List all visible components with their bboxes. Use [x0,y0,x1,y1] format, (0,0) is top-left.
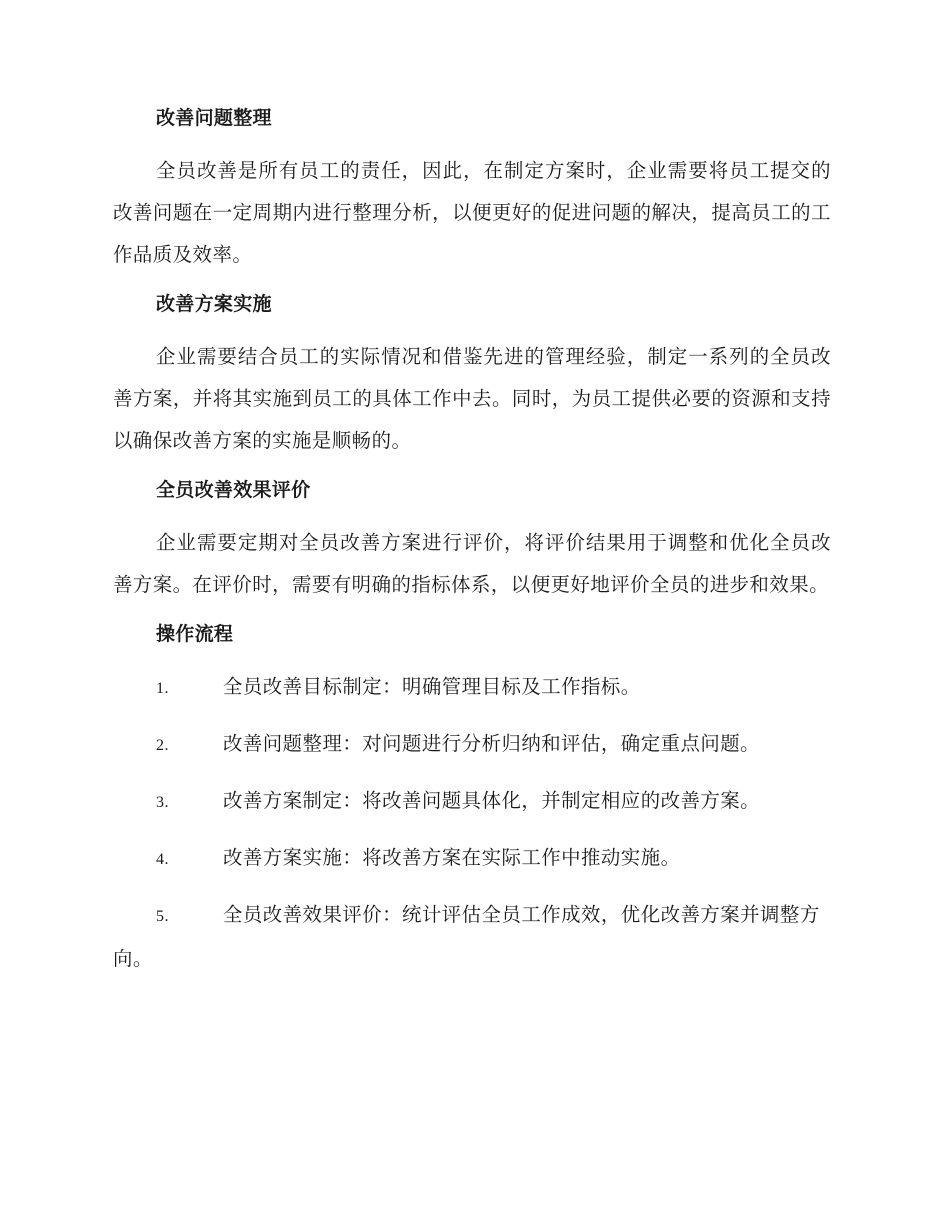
list-item-number: 5. [156,908,169,925]
section-operation-process [113,620,831,980]
list-item-number: 4. [156,851,169,868]
list-item [113,837,831,881]
list-item-text: 全员改善效果评价：统计评估全员工作成效，优化改善方案并调整方向。 [113,903,820,970]
list-item-text: 全员改善目标制定：明确管理目标及工作指标。 [223,675,641,698]
list-item-number: 1. [156,680,169,697]
list-item-text: 改善方案制定：将改善问题具体化，并制定相应的改善方案。 [223,789,761,812]
section-plan-implementation [113,290,831,462]
list-item [113,894,831,980]
section-effect-evaluation [113,476,831,606]
section-heading: 改善方案实施 [156,293,272,315]
list-item [113,666,831,710]
section-paragraph: 企业需要定期对全员改善方案进行评价，将评价结果用于调整和优化全员改善方案。在评价时，需要有明确的指标体系，以便更好地评价全员的进步和效果。 [113,531,831,596]
section-paragraph: 企业需要结合员工的实际情况和借鉴先进的管理经验，制定一系列的全员改善方案，并将其实施到员工的具体工作中去。同时，为员工提供必要的资源和支持以确保改善方案的实施是顺畅的。 [113,345,831,452]
document-page [113,104,831,994]
list-item-number: 3. [156,794,169,811]
section-heading: 改善问题整理 [156,107,272,129]
list-item [113,723,831,767]
list-item-text: 改善问题整理：对问题进行分析归纳和评估，确定重点问题。 [223,732,761,755]
list-item-text: 改善方案实施：将改善方案在实际工作中推动实施。 [223,846,681,869]
section-paragraph: 全员改善是所有员工的责任，因此，在制定方案时，企业需要将员工提交的改善问题在一定周期内进行整理分析，以便更好的促进问题的解决，提高员工的工作品质及效率。 [113,159,831,266]
list-item [113,780,831,824]
section-problem-organization [113,104,831,276]
section-heading: 全员改善效果评价 [156,479,311,501]
section-heading: 操作流程 [156,623,234,645]
list-item-number: 2. [156,737,169,754]
